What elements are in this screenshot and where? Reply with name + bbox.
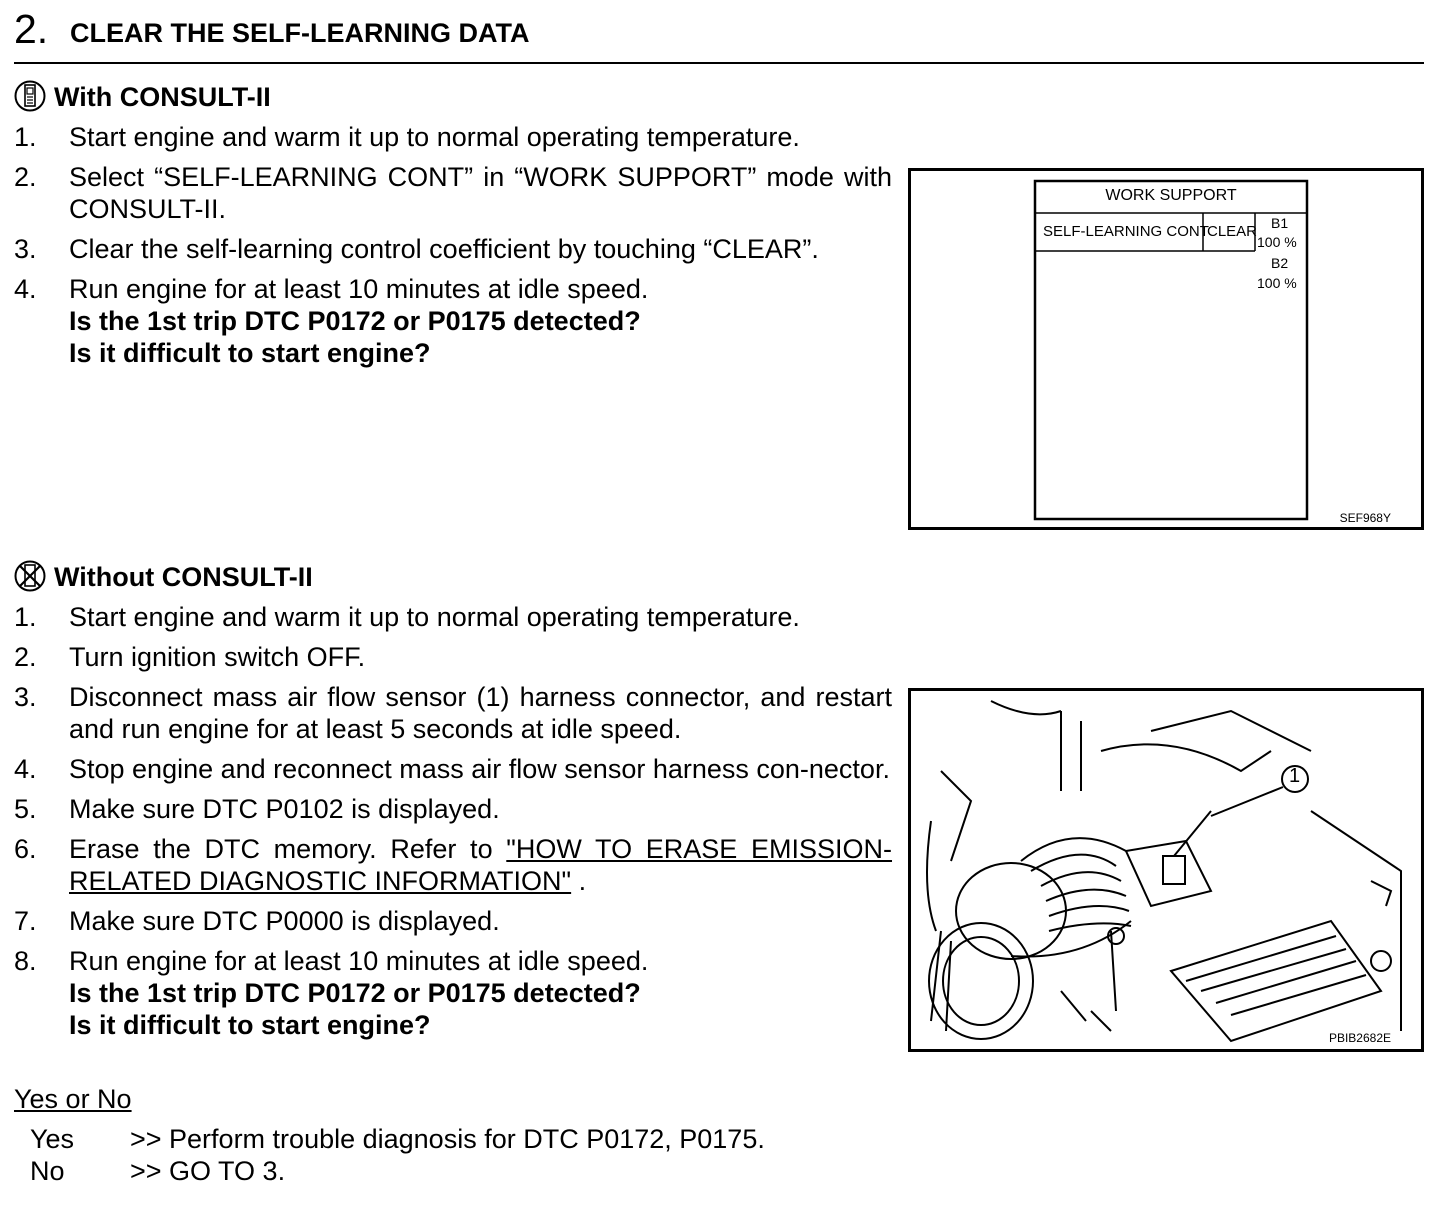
list-item	[14, 793, 892, 825]
no-action: >> GO TO 3.	[130, 1156, 286, 1186]
engine-bay-figure	[908, 688, 1424, 1052]
step-text: Make sure DTC P0102 is displayed.	[69, 794, 500, 824]
step-num: 4.	[14, 754, 37, 784]
step-num: 3.	[14, 234, 37, 264]
with-consult-title	[14, 80, 271, 119]
list-item	[14, 121, 892, 153]
without-consult-steps	[14, 601, 892, 1049]
step-text: Run engine for at least 10 minutes at idle speed.	[69, 274, 649, 304]
step-num: 2.	[14, 162, 37, 192]
question-dtc: Is the 1st trip DTC P0172 or P0175 detected?	[69, 306, 641, 336]
list-item	[14, 753, 892, 785]
step-num: 3.	[14, 682, 37, 712]
list-item	[14, 161, 892, 225]
step-text: Start engine and warm it up to normal operating temperature.	[69, 122, 800, 152]
without-consult-title	[14, 560, 313, 599]
figure-code: SEF968Y	[1339, 511, 1391, 525]
step-text: Clear the self-learning control coefficient by touching “CLEAR”.	[69, 234, 819, 264]
step-num: 1.	[14, 122, 37, 152]
step-num: 2.	[14, 642, 37, 672]
step-text	[69, 833, 892, 897]
no-label: No	[30, 1156, 65, 1186]
engine-bay-drawing	[911, 691, 1421, 1049]
yes-label: Yes	[30, 1124, 75, 1154]
step-num: 4.	[14, 274, 37, 304]
step-num: 1.	[14, 602, 37, 632]
list-item	[14, 833, 892, 897]
yes-action: >> Perform trouble diagnosis for DTC P0172, P0175.	[130, 1124, 765, 1154]
figure-code: PBIB2682E	[1328, 1031, 1391, 1045]
list-item	[14, 641, 892, 673]
step-text-pre: Erase the DTC memory. Refer to	[69, 834, 507, 864]
with-consult-steps	[14, 121, 892, 377]
self-learning-item: SELF-LEARNING CONT	[1043, 223, 1209, 240]
no-consult-icon	[14, 560, 46, 599]
step-num: 6.	[14, 834, 37, 864]
step-num: 5.	[14, 794, 37, 824]
question-dtc: Is the 1st trip DTC P0172 or P0175 detected?	[69, 978, 641, 1008]
work-support-figure	[908, 168, 1424, 530]
step-header	[14, 2, 1424, 64]
b2-value: 100 %	[1257, 275, 1297, 291]
yes-result-row	[30, 1124, 765, 1155]
question-start: Is it difficult to start engine?	[69, 1010, 431, 1040]
step-text: Disconnect mass air flow sensor (1) harness connector, and restart and run engine for at least 5 seconds at idle speed.	[69, 682, 892, 744]
clear-button: CLEAR	[1207, 223, 1258, 240]
erase-dtc-link[interactable]: "HOW TO ERASE EMISSION-RELATED DIAGNOSTIC INFORMATION"	[69, 834, 893, 896]
callout-1: 1	[1289, 765, 1301, 787]
b2-label: B2	[1271, 255, 1289, 271]
list-item	[14, 681, 892, 745]
step-number: 2.	[14, 6, 49, 52]
step-text: Stop engine and reconnect mass air flow sensor harness con-nector.	[69, 754, 890, 784]
step-text-post: .	[571, 866, 587, 896]
yes-or-no-title: Yes or No	[14, 1084, 132, 1114]
step-title: CLEAR THE SELF-LEARNING DATA	[70, 18, 530, 48]
no-result-row	[30, 1156, 285, 1187]
b1-value: 100 %	[1257, 234, 1297, 250]
step-text: Start engine and warm it up to normal operating temperature.	[69, 602, 800, 632]
list-item	[14, 273, 892, 369]
list-item	[14, 233, 892, 265]
step-text: Select “SELF-LEARNING CONT” in “WORK SUPPORT” mode with CONSULT-II.	[69, 162, 892, 224]
consult-tester-icon	[14, 80, 46, 119]
list-item	[14, 905, 892, 937]
list-item	[14, 945, 892, 1041]
list-item	[14, 601, 892, 633]
step-text: Run engine for at least 10 minutes at idle speed.	[69, 946, 649, 976]
step-text: Make sure DTC P0000 is displayed.	[69, 906, 500, 936]
screen-title: WORK SUPPORT	[1105, 187, 1237, 204]
step-num: 7.	[14, 906, 37, 936]
b1-label: B1	[1271, 215, 1289, 231]
step-num: 8.	[14, 946, 37, 976]
with-consult-label: With CONSULT-II	[54, 82, 271, 112]
without-consult-label: Without CONSULT-II	[54, 562, 313, 592]
question-start: Is it difficult to start engine?	[69, 338, 431, 368]
step-text: Turn ignition switch OFF.	[69, 642, 366, 672]
